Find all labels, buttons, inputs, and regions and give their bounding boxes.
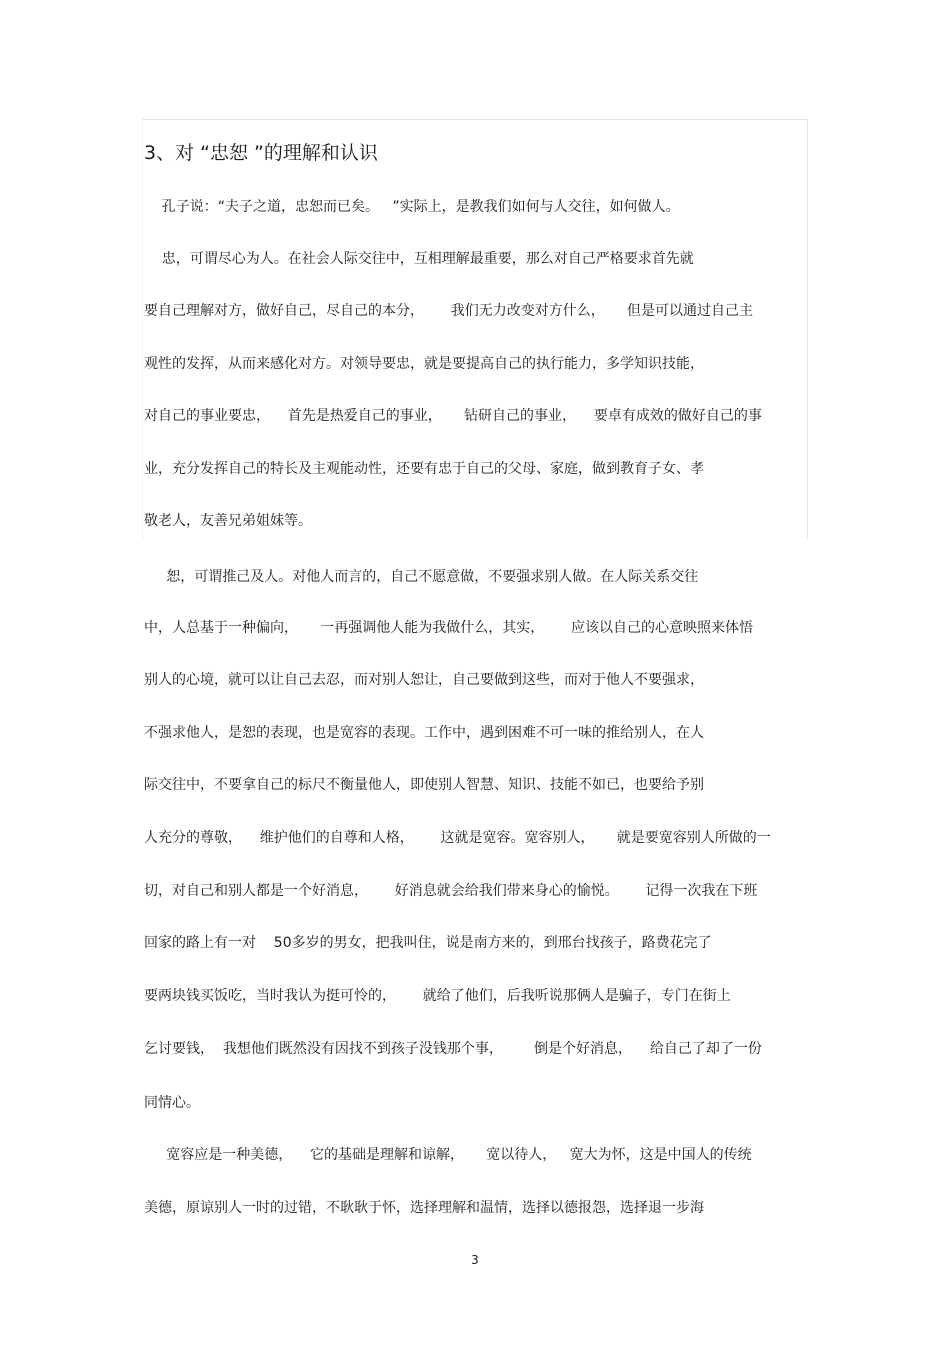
text-line: 忠，可谓尽心为人。在社会人际交往中，互相理解最重要，那么对自己严格要求首先就 bbox=[144, 251, 694, 267]
text-line: 美德，原谅别人一时的过错，不耿耿于怀，选择理解和温情，选择以德报怨，选择退一步海 bbox=[144, 1200, 704, 1216]
text-line: 别人的心境，就可以让自己去忍，而对别人恕让，自己要做到这些，而对于他人不要强求， bbox=[144, 672, 704, 688]
text-line: 观性的发挥，从而来感化对方。对领导要忠，就是要提高自己的执行能力，多学知识技能， bbox=[144, 356, 704, 372]
text-line: 人充分的尊敬， 维护他们的自尊和人格， 这就是宽容。宽容别人， 就是要宽容别人所做的一 bbox=[144, 830, 771, 846]
text-line: 乞讨要钱， 我想他们既然没有因找不到孩子没钱那个事， 倒是个好消息， 给自己了却了一份 bbox=[144, 1041, 762, 1057]
text-line: 业，充分发挥自己的特长及主观能动性，还要有忠于自己的父母、家庭，做到教育子女、孝 bbox=[144, 461, 704, 477]
text-line: 要两块钱买饭吃，当时我认为挺可怜的， 就给了他们，后我听说那俩人是骗子，专门在街上 bbox=[144, 988, 731, 1004]
text-line: 不强求他人，是恕的表现，也是宽容的表现。工作中，遇到困难不可一味的推给别人，在人 bbox=[144, 725, 704, 741]
text-line: 敬老人，友善兄弟姐妹等。 bbox=[144, 513, 312, 529]
page-number: 3 bbox=[471, 1253, 479, 1267]
text-line: 宽容应是一种美德， 它的基础是理解和谅解， 宽以待人， 宽大为怀，这是中国人的传统 bbox=[144, 1147, 752, 1163]
text-line: 孔子说：“夫子之道，忠恕而已矣。 ”实际上，是教我们如何与人交往，如何做人。 bbox=[144, 199, 680, 215]
text-line: 要自己理解对方，做好自己，尽自己的本分， 我们无力改变对方什么， 但是可以通过自己主 bbox=[144, 303, 753, 319]
text-line: 回家的路上有一对 50多岁的男女，把我叫住，说是南方来的，到邢台找孩子，路费花完了 bbox=[144, 935, 712, 951]
text-line: 对自己的事业要忠， 首先是热爱自己的事业， 钻研自己的事业， 要卓有成效的做好自己的事 bbox=[144, 408, 762, 424]
text-line: 恕，可谓推己及人。对他人而言的，自己不愿意做，不要强求别人做。在人际关系交往 bbox=[144, 569, 699, 585]
section-heading: 3、对 “忠恕 ”的理解和认识 bbox=[144, 142, 378, 164]
text-line: 中，人总基于一种偏向， 一再强调他人能为我做什么，其实， 应该以自己的心意映照来体悟 bbox=[144, 620, 753, 636]
text-line: 同情心。 bbox=[144, 1095, 200, 1111]
text-line: 切，对自己和别人都是一个好消息， 好消息就会给我们带来身心的愉悦。 记得一次我在下班 bbox=[144, 883, 758, 899]
text-line: 际交往中，不要拿自己的标尺不衡量他人，即使别人智慧、知识、技能不如已，也要给予别 bbox=[144, 777, 704, 793]
